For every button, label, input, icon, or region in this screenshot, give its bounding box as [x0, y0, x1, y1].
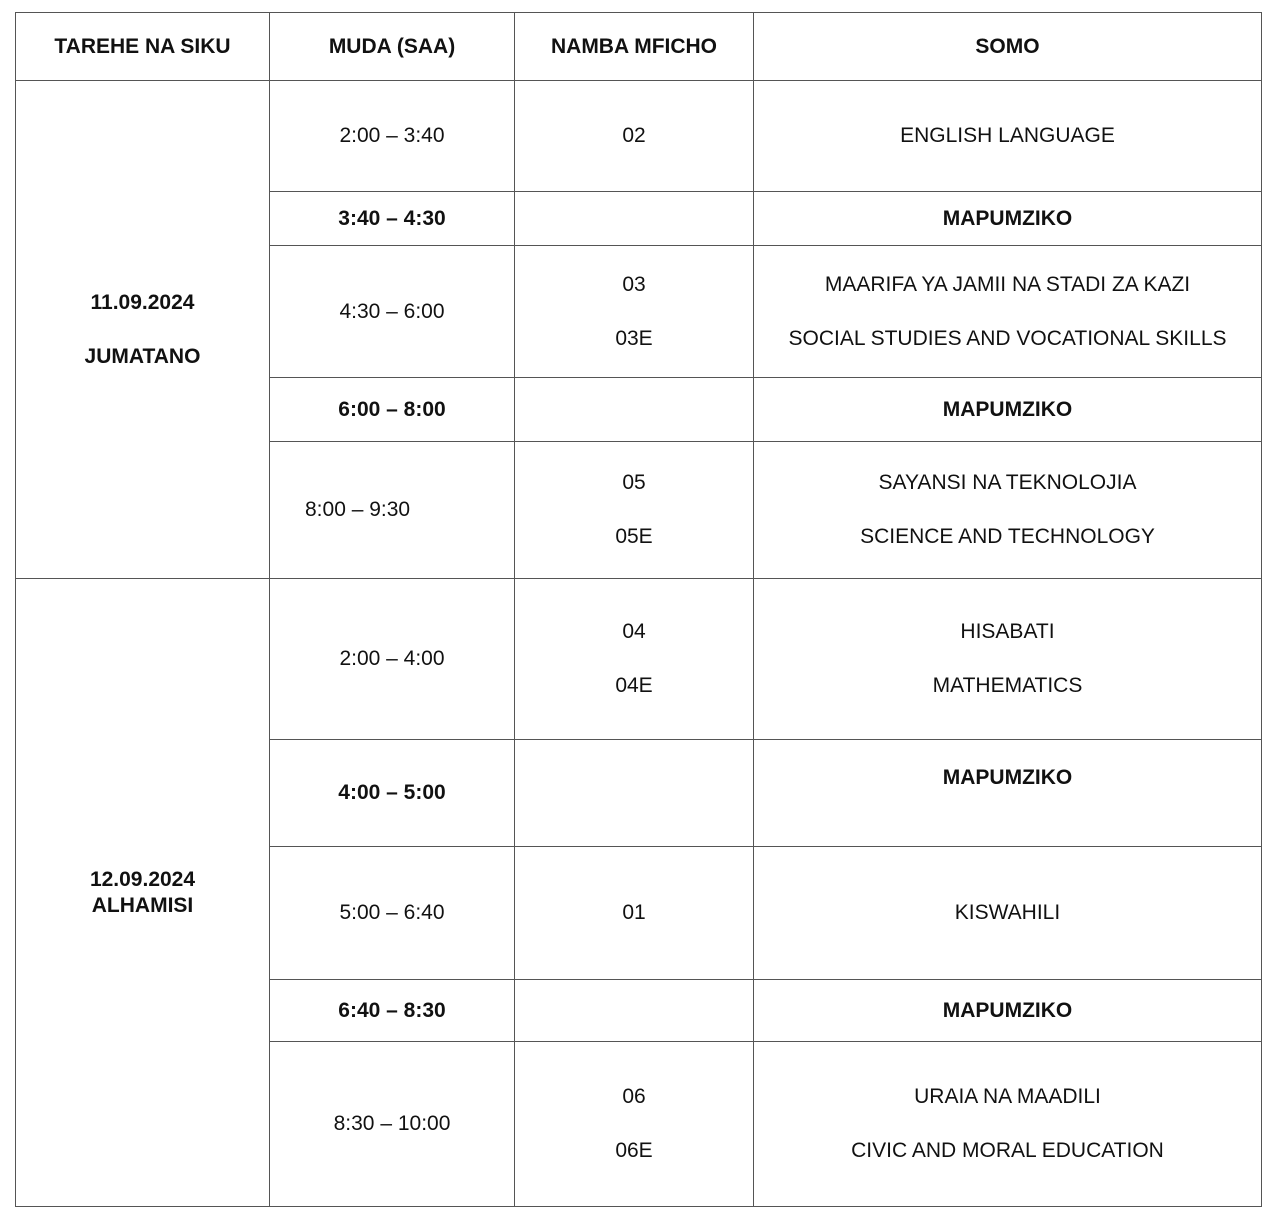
- exam-date: 11.09.2024: [90, 290, 195, 314]
- code-cell: [515, 378, 754, 442]
- header-date: TAREHE NA SIKU: [16, 13, 270, 81]
- table-row: [16, 81, 1262, 192]
- day-cell: [16, 81, 270, 579]
- code-cell: [515, 81, 754, 192]
- paper-code: 06: [622, 1085, 646, 1108]
- time-cell: 4:30 – 6:00: [270, 246, 515, 378]
- subject-name: URAIA NA MAADILI: [914, 1085, 1101, 1108]
- paper-code: 03E: [615, 326, 653, 350]
- subject-name: SAYANSI NA TEKNOLOJIA: [878, 471, 1137, 494]
- time-cell: 5:00 – 6:40: [270, 847, 515, 980]
- code-cell: [515, 442, 754, 579]
- break-cell: MAPUMZIKO: [754, 980, 1262, 1042]
- subject-cell: [754, 442, 1262, 579]
- subject-name: MAARIFA YA JAMII NA STADI ZA KAZI: [824, 272, 1191, 296]
- paper-code: 06E: [615, 1139, 653, 1162]
- code-cell: [515, 740, 754, 847]
- subject-name: CIVIC AND MORAL EDUCATION: [851, 1139, 1164, 1162]
- code-cell: [515, 579, 754, 740]
- subject-name: SOCIAL STUDIES AND VOCATIONAL SKILLS: [788, 326, 1227, 350]
- day-cell: [16, 579, 270, 1207]
- subject-cell: [754, 1042, 1262, 1207]
- header-subject: SOMO: [754, 13, 1262, 81]
- time-cell: 8:00 – 9:30: [270, 442, 515, 579]
- code-cell: [515, 980, 754, 1042]
- paper-code: 01: [622, 901, 646, 924]
- time-cell: 4:00 – 5:00: [270, 740, 515, 847]
- paper-code: 04E: [615, 674, 653, 697]
- time-cell: 8:30 – 10:00: [270, 1042, 515, 1207]
- subject-name: MATHEMATICS: [932, 674, 1083, 697]
- paper-code: 04: [622, 620, 646, 643]
- subject-name: ENGLISH LANGUAGE: [900, 124, 1115, 147]
- subject-cell: [754, 246, 1262, 378]
- exam-day: ALHAMISI: [91, 893, 194, 917]
- header-row: [16, 13, 1262, 81]
- code-cell: [515, 1042, 754, 1207]
- exam-day: JUMATANO: [84, 344, 201, 368]
- subject-name: KISWAHILI: [954, 901, 1061, 924]
- header-code: NAMBA MFICHO: [515, 13, 754, 81]
- code-cell: [515, 847, 754, 980]
- subject-cell: [754, 81, 1262, 192]
- paper-code: 02: [622, 124, 646, 147]
- break-cell: MAPUMZIKO: [754, 740, 1262, 847]
- paper-code: 05: [622, 471, 646, 494]
- time-cell: 2:00 – 3:40: [270, 81, 515, 192]
- subject-cell: [754, 847, 1262, 980]
- code-cell: [515, 192, 754, 246]
- subject-name: SCIENCE AND TECHNOLOGY: [860, 525, 1155, 548]
- exam-timetable: [15, 12, 1262, 1207]
- table-row: [16, 579, 1262, 740]
- header-time: MUDA (SAA): [270, 13, 515, 81]
- paper-code: 03: [622, 272, 646, 296]
- code-cell: [515, 246, 754, 378]
- break-cell: MAPUMZIKO: [754, 378, 1262, 442]
- paper-code: 05E: [615, 525, 653, 548]
- time-cell: 3:40 – 4:30: [270, 192, 515, 246]
- time-cell: 6:40 – 8:30: [270, 980, 515, 1042]
- time-cell: 2:00 – 4:00: [270, 579, 515, 740]
- subject-cell: [754, 579, 1262, 740]
- time-cell: 6:00 – 8:00: [270, 378, 515, 442]
- subject-name: HISABATI: [960, 620, 1055, 643]
- exam-date: 12.09.2024: [89, 867, 196, 891]
- break-cell: MAPUMZIKO: [754, 192, 1262, 246]
